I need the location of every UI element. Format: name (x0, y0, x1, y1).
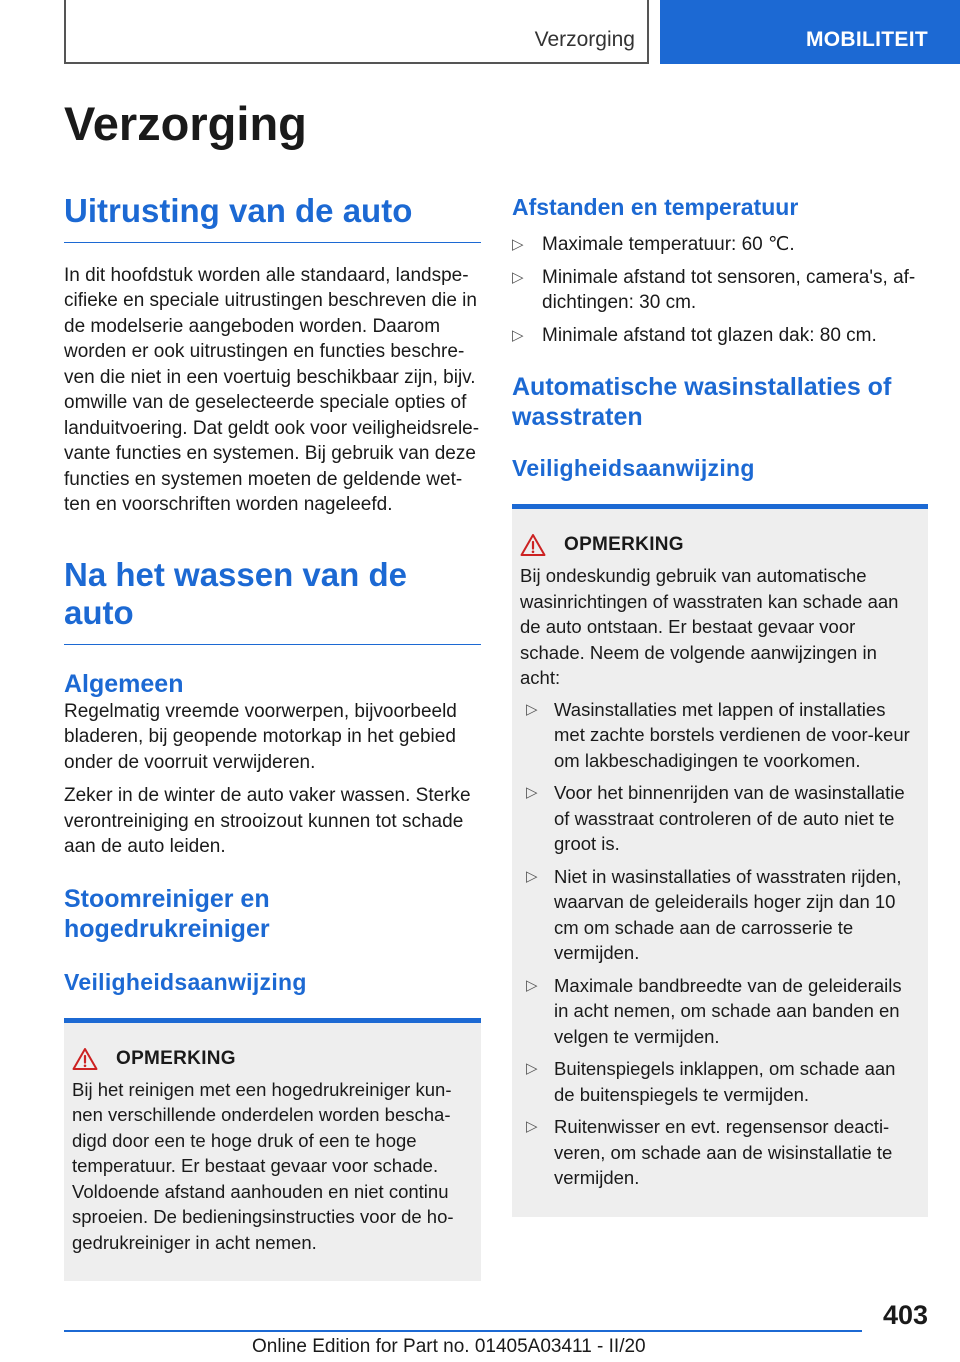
list-item: ▷ Ruitenwisser en evt. regensensor deacti-veren, om schade aan de wisinstallatie te vermijden. (520, 1114, 918, 1191)
list-item: ▷ Maximale temperatuur: 60 ℃. (512, 232, 928, 258)
equipment-paragraph: In dit hoofdstuk worden alle standaard, landspe-cifieke en speciale uitrustingen beschreven die in de modelserie aangeboden worden. Daarom worden er ook uitrustingen en functies beschre-ven die niet in een voertuig beschikbaar zijn, bijv. omwille van de geselecteerde speciale opties of landuitvoering. Dat geldt ook voor veiligheidsrele-vante functies en systemen. Bij gebruik van deze functies en systemen moeten de geldende wet-ten en voorschriften worden nageleefd. (64, 264, 480, 516)
triangle-right-icon: ▷ (526, 1060, 538, 1077)
steam-notice-label: OPMERKING (116, 1047, 236, 1069)
header-section-box (64, 0, 649, 64)
warning-triangle-icon (72, 1047, 98, 1071)
triangle-right-icon: ▷ (526, 867, 538, 885)
list-item: ▷ Minimale afstand tot glazen dak: 80 cm. (512, 323, 928, 349)
after-wash-heading: Na het wassen van de auto (64, 556, 481, 645)
right-column (512, 188, 928, 1217)
distances-heading: Afstanden en temperatuur (512, 194, 799, 220)
list-item: ▷ Buitenspiegels inklappen, om schade aan de buitenspiegels te vermijden. (520, 1056, 918, 1107)
triangle-right-icon: ▷ (512, 268, 524, 286)
left-column (64, 188, 481, 1281)
equipment-heading: Uitrusting van de auto (64, 188, 481, 243)
triangle-right-icon: ▷ (526, 1118, 538, 1135)
list-item: ▷ Maximale bandbreedte van de geleiderails in acht nemen, om schade aan banden en velgen te vermijden. (520, 973, 918, 1050)
steam-notice-header (72, 1045, 471, 1073)
warning-triangle-icon (520, 533, 546, 557)
list-item: ▷ Minimale afstand tot sensoren, camera's, af-dichtingen: 30 cm. (512, 265, 928, 316)
triangle-right-icon: ▷ (526, 976, 538, 994)
footer-divider (64, 1330, 862, 1332)
steam-heading: Stoomreiniger en hogedrukreiniger (64, 884, 270, 943)
list-item: ▷ Wasinstallaties met lappen of installaties met zachte borstels verdienen de voor-keur om lakbeschadigingen te voorkomen. (520, 697, 918, 774)
triangle-right-icon: ▷ (526, 784, 538, 801)
car-wash-notice-header (520, 531, 918, 559)
general-heading: Algemeen (64, 669, 184, 698)
header-chapter-tab (660, 0, 960, 64)
list-item: ▷ Voor het binnenrijden van de wasinstallatie of wasstraat controleren of de auto niet te groot is. (520, 780, 918, 857)
after-wash-paragraph-2: Zeker in de winter de auto vaker wassen. Sterke verontreiniging en strooizout kunnen tot schade aan de auto leiden. (64, 785, 471, 858)
triangle-right-icon: ▷ (512, 326, 524, 344)
distances-list (512, 232, 928, 348)
after-wash-paragraph-1: Regelmatig vreemde voorwerpen, bijvoorbeeld bladeren, bij geopende motorkap in het gebied onder de voorruit verwijderen. (64, 700, 457, 773)
header-section-title: Verzorging (534, 28, 635, 51)
header-chapter-title: MOBILITEIT (806, 28, 928, 51)
car-wash-notice-text: Bij ondeskundig gebruik van automatische wasinrichtingen of wasstraten kan schade aan de auto ontstaan. Er bestaat gevaar voor schade. Neem de volgende aanwijzingen in acht: (520, 565, 899, 688)
triangle-right-icon: ▷ (526, 700, 538, 718)
footer-edition: Online Edition for Part no. 01405A03411 - II/20 (252, 1336, 646, 1357)
steam-notice-box (64, 1018, 481, 1282)
car-wash-safety-heading: Veiligheidsaanwijzing (512, 455, 755, 481)
steam-safety-heading: Veiligheidsaanwijzing (64, 968, 307, 995)
page-number: 403 (882, 1300, 928, 1330)
triangle-right-icon: ▷ (512, 236, 524, 253)
steam-notice-text: Bij het reinigen met een hogedrukreiniger kun-nen verschillende onderdelen worden bescha-digd door een te hoge druk of een te hoge temperatuur. Er bestaat gevaar voor schade. Voldoende afstand aanhouden en niet continu sproeien. De bedieningsinstructies voor de ho-gedrukreiniger in acht nemen. (72, 1078, 454, 1253)
car-wash-list (520, 697, 918, 1191)
page-title: Verzorging (64, 97, 307, 150)
list-item: ▷ Niet in wasinstallaties of wasstraten rijden, waarvan de geleiderails hoger zijn dan 10 cm om schade aan de carrosserie te vermijden. (520, 864, 918, 966)
car-wash-heading: Automatische wasinstallaties of wasstraten (512, 373, 892, 431)
car-wash-notice-box (512, 504, 928, 1217)
car-wash-notice-label: OPMERKING (564, 534, 684, 555)
